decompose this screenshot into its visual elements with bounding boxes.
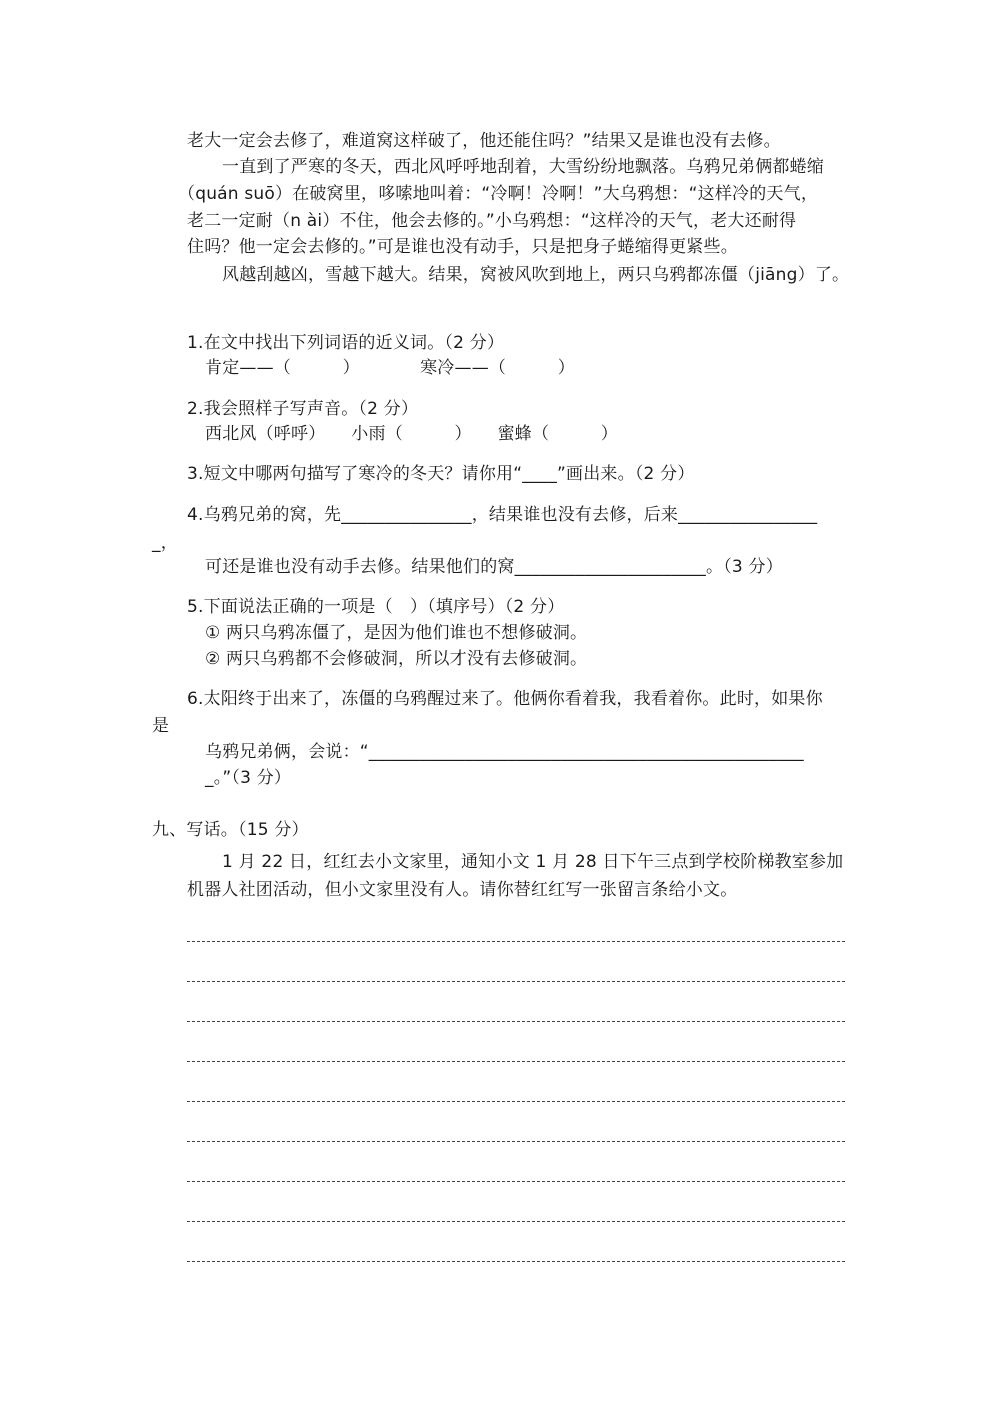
question-6-line: _。”（3 分）: [205, 768, 292, 788]
section-heading-writing: 九、写话。（15 分）: [152, 820, 309, 840]
question-5-option-1: ① 两只乌鸦冻僵了，是因为他们谁也不想修破洞。: [205, 623, 588, 643]
story-line: 风越刮越凶，雪越下越大。结果，窝被风吹到地上，两只乌鸦都冻僵（jiāng）了。: [222, 265, 850, 285]
question-2-title: 2.我会照样子写声音。（2 分）: [187, 399, 419, 419]
question-4-wrap: _，: [152, 533, 178, 553]
question-2-blanks: 西北风（呼呼） 小雨（ ） 蜜蜂（ ）: [205, 424, 618, 444]
question-6-line: 6.太阳终于出来了，冻僵的乌鸦醒过来了。他俩你看着我，我看着你。此时，如果你: [187, 689, 823, 709]
question-5-option-2: ② 两只乌鸦都不会修破洞，所以才没有去修破洞。: [205, 649, 588, 669]
question-5-title: 5.下面说法正确的一项是（ ）（填序号）（2 分）: [187, 597, 565, 617]
story-line: 老大一定会去修了，难道窝这样破了，他还能住吗？”结果又是谁也没有去修。: [187, 131, 781, 151]
answer-line[interactable]: [187, 1221, 845, 1222]
answer-line[interactable]: [187, 1101, 845, 1102]
question-3-title: 3.短文中哪两句描写了寒冷的冬天？请你用“____”画出来。（2 分）: [187, 464, 695, 484]
story-line: 一直到了严寒的冬天，西北风呼呼地刮着，大雪纷纷地飘落。乌鸦兄弟俩都蜷缩: [222, 157, 824, 177]
story-line: （quán suō）在破窝里，哆嗦地叫着：“冷啊！冷啊！”大乌鸦想：“这样冷的天气，: [178, 184, 819, 204]
answer-line[interactable]: [187, 1061, 845, 1062]
answer-line[interactable]: [187, 1181, 845, 1182]
answer-line[interactable]: [187, 1261, 845, 1262]
answer-line[interactable]: [187, 1021, 845, 1022]
story-line: 老二一定耐（n ài）不住，他会去修的。”小乌鸦想：“这样冷的天气，老大还耐得: [187, 211, 797, 231]
question-1-blanks: 肯定——（ ） 寒冷——（ ）: [205, 358, 575, 378]
question-1-title: 1.在文中找出下列词语的近义词。（2 分）: [187, 333, 505, 353]
answer-line[interactable]: [187, 1141, 845, 1142]
question-4-line: 可还是谁也没有动手去修。结果他们的窝______________________。（3 分）: [205, 557, 783, 577]
question-6-wrap: 是: [152, 716, 170, 736]
question-4-line: 4.乌鸦兄弟的窝，先_______________，结果谁也没有去修，后来________________: [187, 505, 818, 525]
question-6-line: 乌鸦兄弟俩，会说：“__________________________________________________: [205, 742, 804, 762]
answer-line[interactable]: [187, 981, 845, 982]
answer-line[interactable]: [187, 941, 845, 942]
writing-prompt: 机器人社团活动，但小文家里没有人。请你替红红写一张留言条给小文。: [187, 880, 738, 900]
story-line: 住吗？他一定会去修的。”可是谁也没有动手，只是把身子蜷缩得更紧些。: [187, 237, 738, 257]
writing-prompt: 1 月 22 日，红红去小文家里，通知小文 1 月 28 日下午三点到学校阶梯教室参加: [222, 852, 844, 872]
